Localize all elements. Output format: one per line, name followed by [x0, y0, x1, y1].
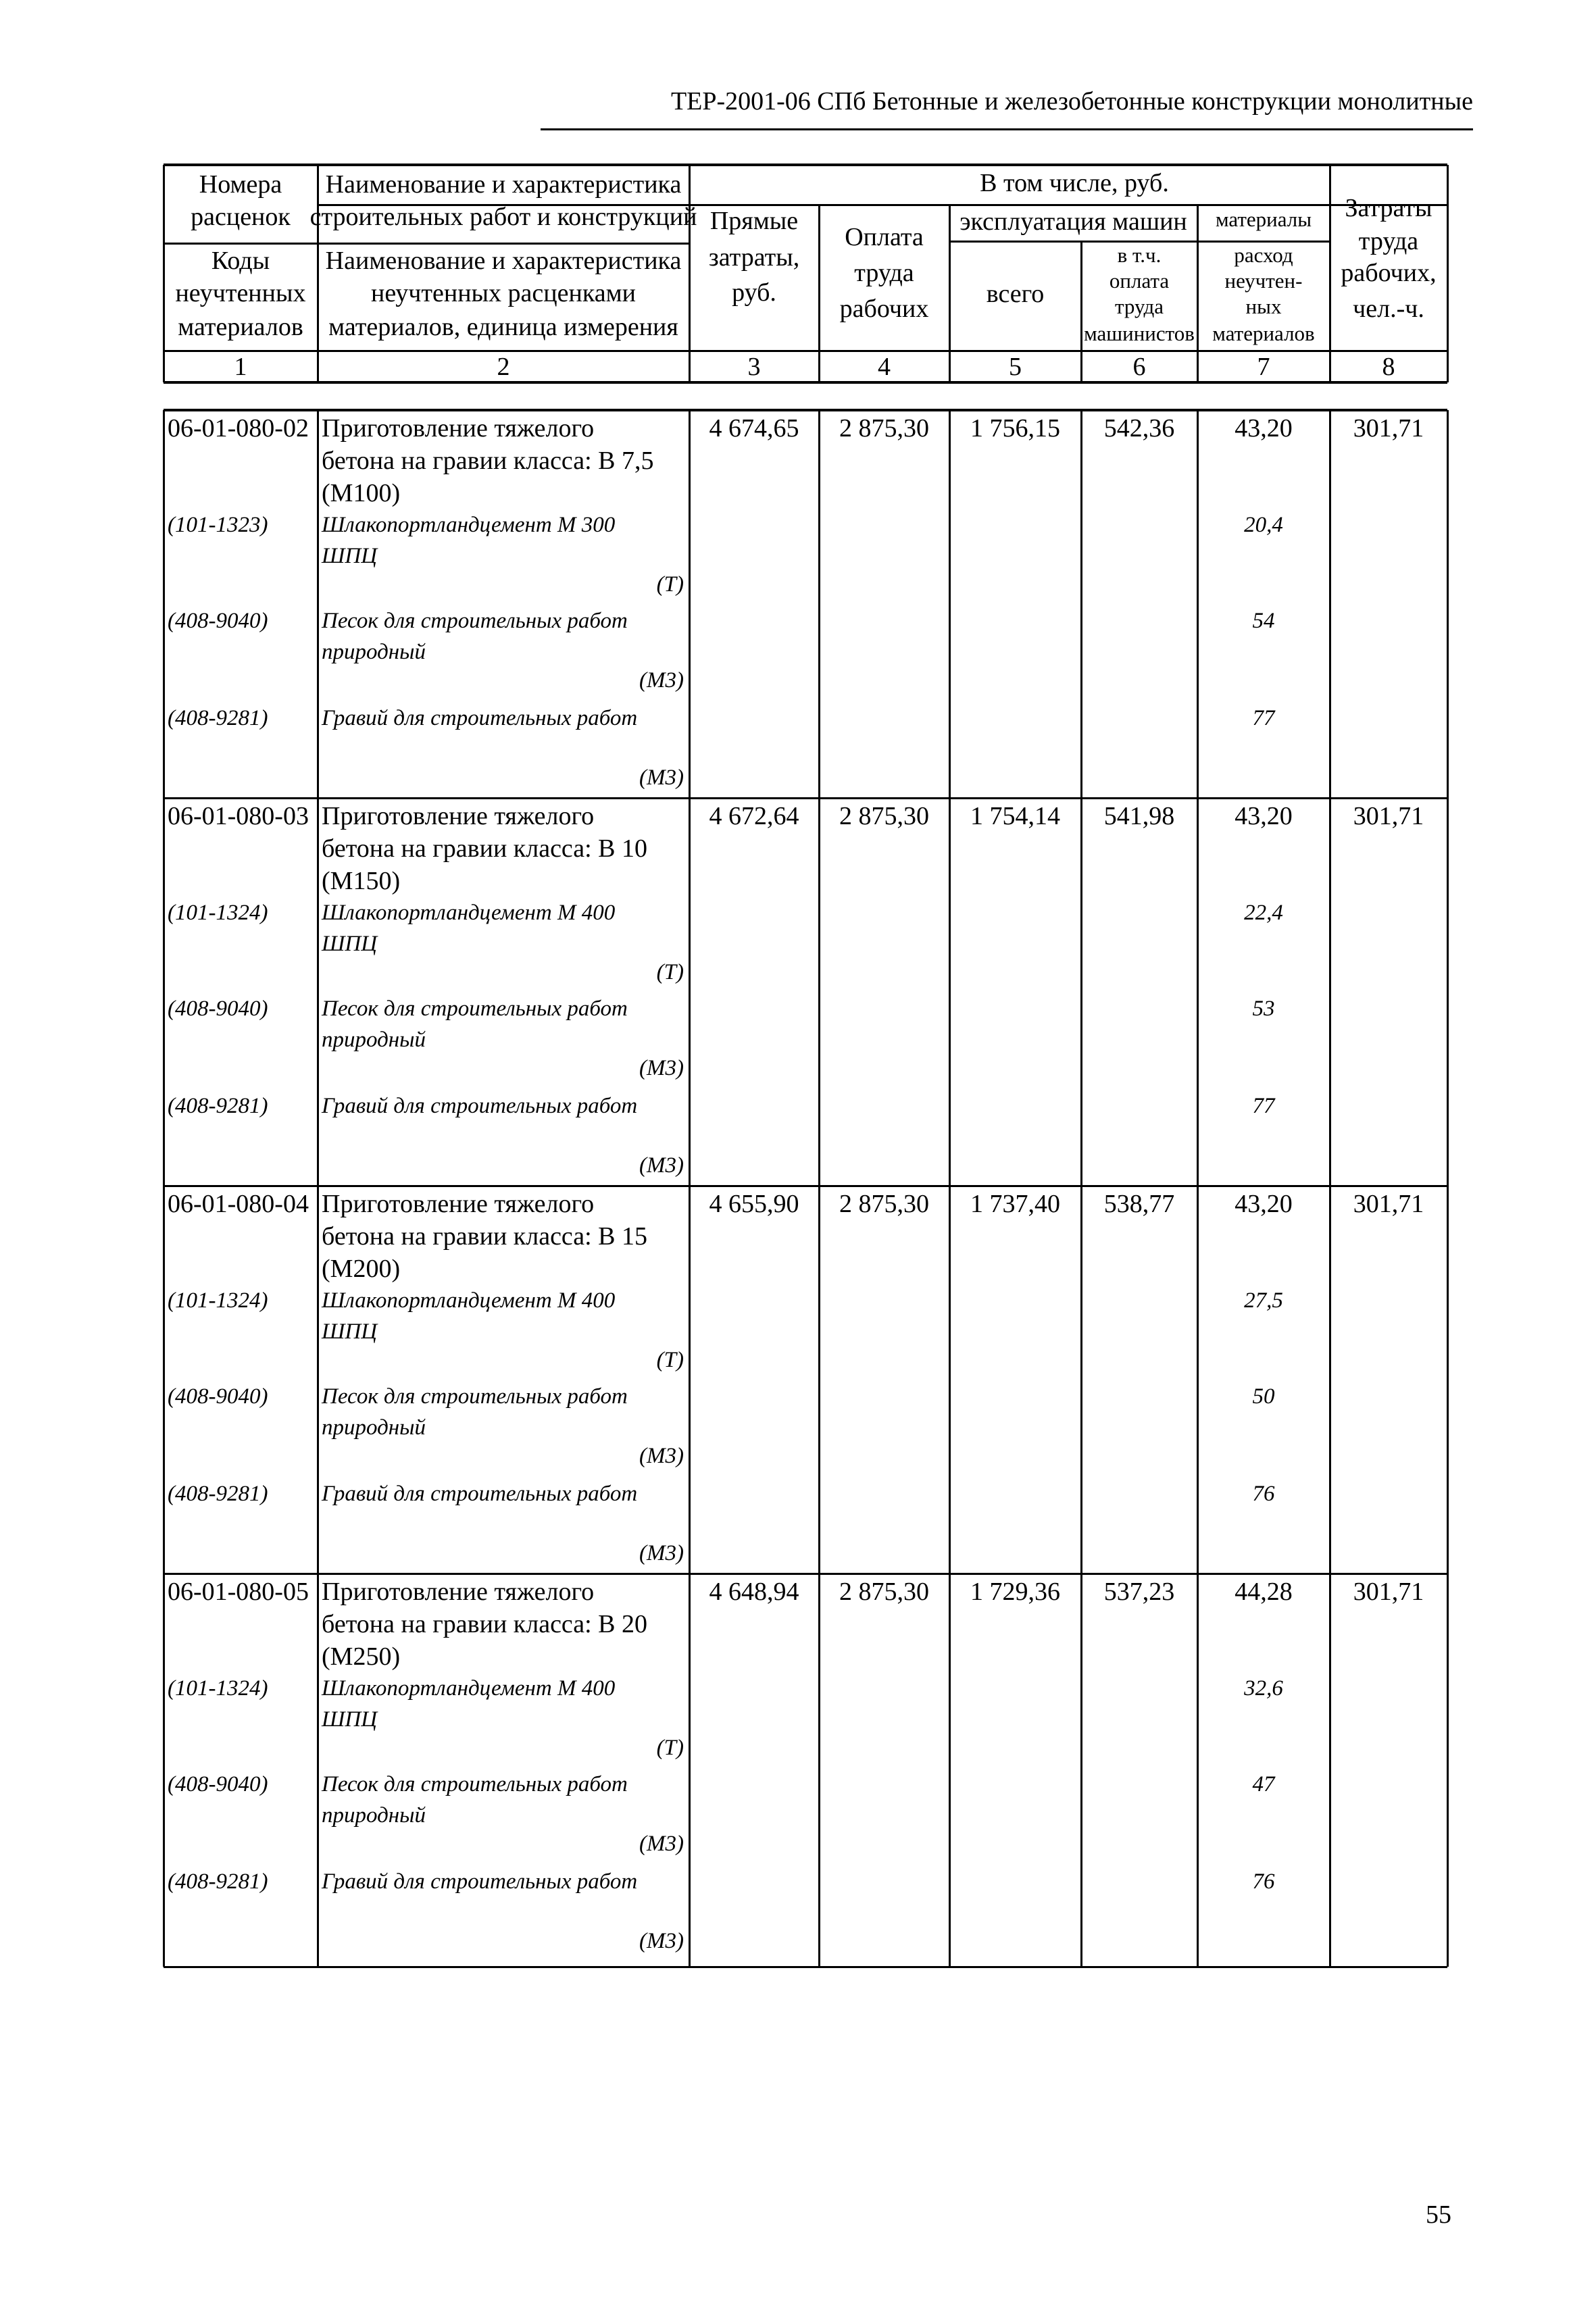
cell-text: Наименование и характеристика [325, 247, 682, 275]
cell-text: эксплуатация машин [959, 207, 1187, 236]
material-name: Песок для строительных работ [322, 1772, 628, 1796]
material-code: (408-9040) [168, 997, 268, 1021]
material-qty: 20,4 [1244, 513, 1283, 537]
cell-text: 6 [1132, 353, 1146, 381]
material-name: Шлакопортландцемент М 400 [322, 1676, 616, 1701]
material-code: (408-9281) [168, 706, 268, 730]
material-name: ШПЦ [322, 544, 378, 568]
rate-name: бетона на гравии класса: В 7,5 [322, 447, 654, 475]
cell-text: материалов, единица измерения [328, 313, 678, 341]
rate-name: Приготовление тяжелого [322, 802, 595, 830]
cell-text: материалов [1212, 322, 1315, 345]
cell-text: Прямые [709, 207, 799, 235]
cell-text: материалов [178, 313, 303, 341]
rate-name: (М100) [322, 479, 401, 507]
material-unit: (М3) [639, 668, 684, 693]
material-name: ШПЦ [322, 1707, 378, 1732]
material-qty: 27,5 [1244, 1288, 1283, 1313]
rate-code: 06-01-080-04 [168, 1190, 309, 1218]
page-number: 55 [1426, 2200, 1451, 2229]
rate-code: 06-01-080-03 [168, 802, 309, 830]
material-code: (408-9040) [168, 1772, 268, 1796]
table-rule [164, 164, 1447, 166]
value-machines: 1 737,40 [970, 1190, 1060, 1218]
material-qty: 77 [1252, 706, 1275, 730]
material-name: Шлакопортландцемент М 400 [322, 901, 616, 925]
rate-name: бетона на гравии класса: В 20 [322, 1610, 648, 1638]
material-name: природный [322, 1415, 426, 1440]
material-name: ШПЦ [322, 1319, 378, 1344]
material-unit: (М3) [639, 1541, 684, 1565]
value-labor: 2 875,30 [839, 1578, 929, 1606]
value-operators: 542,36 [1103, 414, 1175, 443]
value-labor: 2 875,30 [839, 802, 929, 830]
cell-text: труда [854, 259, 914, 287]
value-materials: 43,20 [1235, 1190, 1293, 1218]
value-hours: 301,71 [1353, 414, 1424, 443]
material-unit: (М3) [639, 1929, 684, 1953]
material-unit: (Т) [656, 960, 684, 984]
material-code: (408-9281) [168, 1094, 268, 1118]
cell-text: Номера [199, 170, 282, 199]
value-hours: 301,71 [1353, 802, 1424, 830]
material-unit: (М3) [639, 1153, 684, 1178]
table-rule [164, 797, 1447, 799]
material-code: (101-1324) [168, 1676, 268, 1701]
cell-text: ных [1245, 295, 1282, 318]
cell-text: строительных работ и конструкций [309, 203, 697, 231]
value-operators: 541,98 [1103, 802, 1175, 830]
rate-name: Приготовление тяжелого [322, 1578, 595, 1606]
material-qty: 76 [1252, 1482, 1275, 1506]
value-machines: 1 729,36 [970, 1578, 1060, 1606]
material-qty: 76 [1252, 1869, 1275, 1894]
rate-name: (М150) [322, 867, 401, 895]
cell-text: расценок [191, 203, 291, 231]
value-hours: 301,71 [1353, 1578, 1424, 1606]
cell-text: В том числе, руб. [980, 169, 1169, 197]
rate-code: 06-01-080-02 [168, 414, 309, 443]
value-direct: 4 655,90 [709, 1190, 799, 1218]
material-qty: 53 [1252, 997, 1275, 1021]
value-labor: 2 875,30 [839, 1190, 929, 1218]
rate-name: (М200) [322, 1255, 401, 1283]
material-qty: 32,6 [1244, 1676, 1283, 1701]
table-rule [164, 1573, 1447, 1575]
material-name: Гравий для строительных работ [322, 1869, 638, 1894]
cell-text: труда [1358, 227, 1419, 255]
material-name: Шлакопортландцемент М 400 [322, 1288, 616, 1313]
table-rule [818, 410, 820, 1967]
material-name: Песок для строительных работ [322, 1384, 628, 1409]
material-qty: 47 [1252, 1772, 1275, 1796]
material-code: (408-9281) [168, 1869, 268, 1894]
value-hours: 301,71 [1353, 1190, 1424, 1218]
table-rule [1329, 410, 1331, 1967]
table-rule [1197, 410, 1199, 1967]
value-operators: 537,23 [1103, 1578, 1175, 1606]
table-rule [164, 409, 1447, 411]
cell-text: Затраты [1345, 194, 1432, 222]
cell-text: 5 [1009, 353, 1022, 381]
value-materials: 43,20 [1235, 414, 1293, 443]
rate-name: бетона на гравии класса: В 10 [322, 834, 648, 863]
cell-text: 2 [497, 353, 510, 381]
material-name: Гравий для строительных работ [322, 1482, 638, 1506]
material-unit: (М3) [639, 1056, 684, 1080]
material-unit: (М3) [639, 765, 684, 790]
cell-text: 8 [1382, 353, 1395, 381]
material-name: природный [322, 1028, 426, 1052]
cell-text: чел.-ч. [1353, 295, 1424, 323]
material-unit: (Т) [656, 572, 684, 597]
material-name: Гравий для строительных работ [322, 706, 638, 730]
material-name: природный [322, 1803, 426, 1828]
table-rule [164, 1185, 1447, 1187]
cell-text: всего [986, 280, 1045, 308]
material-qty: 22,4 [1244, 901, 1283, 925]
material-name: Гравий для строительных работ [322, 1094, 638, 1118]
value-labor: 2 875,30 [839, 414, 929, 443]
material-qty: 77 [1252, 1094, 1275, 1118]
cell-text: неучтен- [1224, 269, 1303, 293]
cell-text: Коды [211, 247, 270, 275]
table-rule [1080, 410, 1082, 1967]
material-unit: (М3) [639, 1444, 684, 1468]
material-name: Песок для строительных работ [322, 609, 628, 633]
value-direct: 4 648,94 [709, 1578, 799, 1606]
cell-text: машинистов [1084, 322, 1195, 345]
rate-code: 06-01-080-05 [168, 1578, 309, 1606]
value-operators: 538,77 [1103, 1190, 1175, 1218]
cell-text: материалы [1215, 207, 1312, 231]
table-rule [1447, 410, 1449, 1967]
material-name: ШПЦ [322, 932, 378, 956]
table-rule [317, 410, 319, 1967]
rate-name: бетона на гравии класса: В 15 [322, 1222, 648, 1251]
material-qty: 50 [1252, 1384, 1275, 1409]
table-rule [689, 410, 691, 1967]
cell-text: в т.ч. [1117, 243, 1162, 267]
cell-text: рабочих [839, 295, 929, 323]
material-unit: (М3) [639, 1832, 684, 1856]
cell-text: 4 [878, 353, 891, 381]
material-code: (101-1324) [168, 901, 268, 925]
rate-name: Приготовление тяжелого [322, 414, 595, 443]
table-rule [164, 350, 1447, 352]
cell-text: труда [1114, 295, 1164, 318]
cell-text: неучтенных расценками [371, 279, 636, 307]
cell-text: 7 [1257, 353, 1270, 381]
cell-text: неучтенных [175, 279, 306, 307]
material-name: природный [322, 640, 426, 664]
material-code: (101-1323) [168, 513, 268, 537]
material-code: (408-9281) [168, 1482, 268, 1506]
material-unit: (Т) [656, 1348, 684, 1372]
cell-text: руб. [732, 278, 776, 307]
table-rule [163, 410, 165, 1967]
cell-text: Оплата [845, 223, 924, 251]
material-code: (408-9040) [168, 1384, 268, 1409]
value-direct: 4 672,64 [709, 802, 799, 830]
table-rule [164, 1966, 1447, 1968]
value-direct: 4 674,65 [709, 414, 799, 443]
cell-text: 3 [747, 353, 761, 381]
rate-name: Приготовление тяжелого [322, 1190, 595, 1218]
value-materials: 43,20 [1235, 802, 1293, 830]
material-name: Шлакопортландцемент М 300 [322, 513, 616, 537]
cell-text: оплата [1109, 269, 1170, 293]
material-qty: 54 [1252, 609, 1275, 633]
material-name: Песок для строительных работ [322, 997, 628, 1021]
cell-text: 1 [234, 353, 247, 381]
material-unit: (Т) [656, 1736, 684, 1760]
table-rule [949, 410, 951, 1967]
cell-text: рабочих, [1341, 259, 1437, 287]
material-code: (101-1324) [168, 1288, 268, 1313]
material-code: (408-9040) [168, 609, 268, 633]
rate-name: (М250) [322, 1642, 401, 1671]
cell-text: Наименование и характеристика [325, 170, 682, 199]
value-materials: 44,28 [1235, 1578, 1293, 1606]
value-machines: 1 754,14 [970, 802, 1060, 830]
cell-text: затраты, [708, 243, 800, 272]
cell-text: расход [1234, 243, 1293, 267]
running-header: ТЕР-2001-06 СПб Бетонные и железобетонные конструкции монолитные [670, 87, 1473, 116]
value-machines: 1 756,15 [970, 414, 1060, 443]
